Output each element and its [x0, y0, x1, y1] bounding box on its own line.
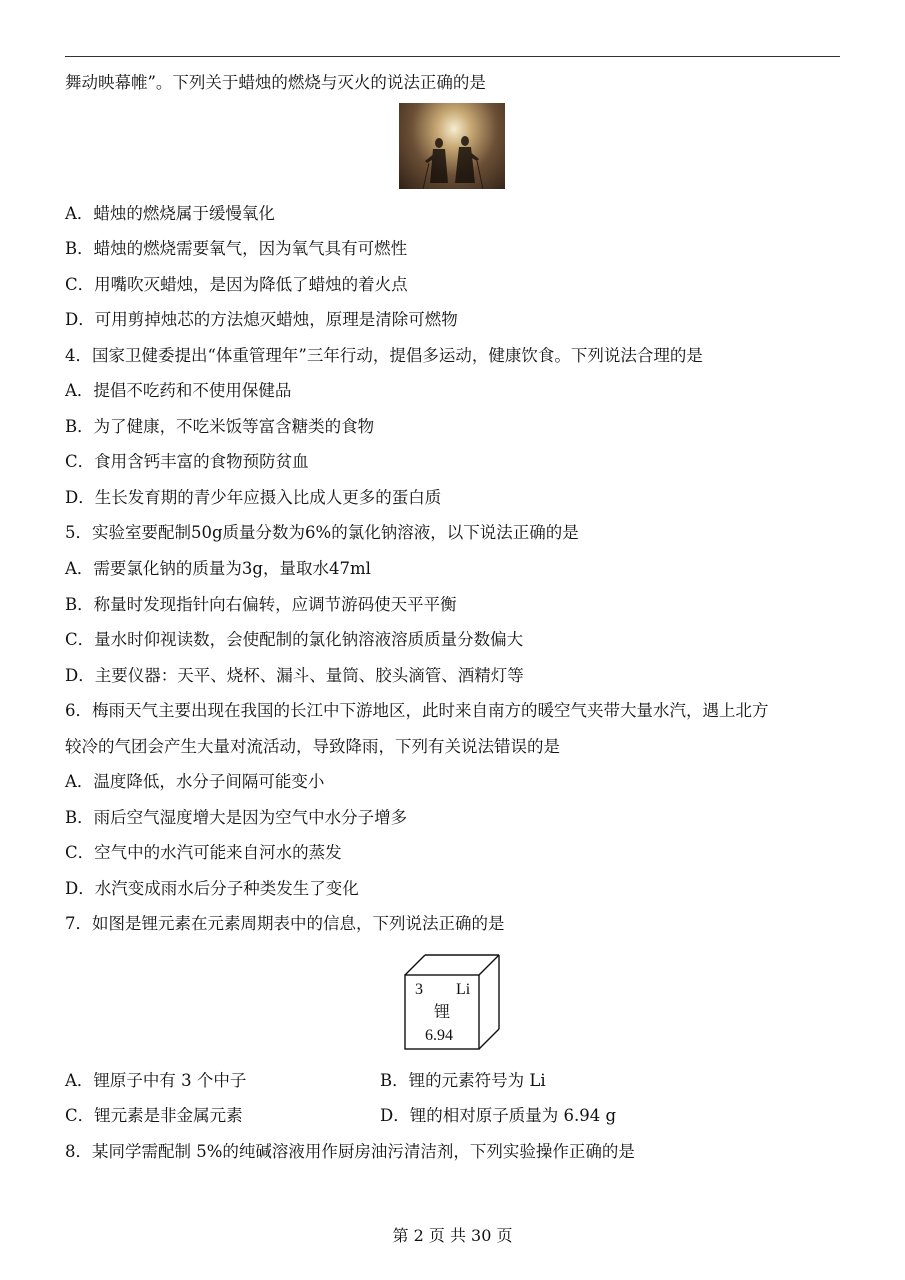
header-rule	[65, 56, 840, 57]
page-footer: 第 2 页 共 30 页	[392, 1226, 513, 1245]
q4-option-d: D．生长发育期的青少年应摄入比成人更多的蛋白质	[65, 488, 442, 507]
shadow-puppet-illustration	[399, 103, 505, 189]
question-3-stem-tail: 舞动映幕帷”。下列关于蜡烛的燃烧与灭火的说法正确的是	[65, 73, 486, 92]
q5-option-a: A．需要氯化钠的质量为3g，量取水47ml	[65, 559, 371, 578]
q5-stem: 5．实验室要配制50g质量分数为6%的氯化钠溶液，以下说法正确的是	[65, 523, 579, 542]
q3-option-a: A．蜡烛的燃烧属于缓慢氧化	[65, 204, 275, 223]
q6-option-c: C．空气中的水汽可能来自河水的蒸发	[65, 843, 342, 862]
q7-option-b: B．锂的元素符号为 Li	[380, 1071, 546, 1090]
element-name: 锂	[434, 1004, 451, 1021]
q3-option-d: D．可用剪掉烛芯的方法熄灭蜡烛，原理是清除可燃物	[65, 310, 458, 329]
q8-stem: 8．某同学需配制 5%的纯碱溶液用作厨房油污清洁剂，下列实验操作正确的是	[65, 1142, 635, 1161]
q7-option-c: C．锂元素是非金属元素	[65, 1106, 243, 1125]
q7-option-a: A．锂原子中有 3 个中子	[65, 1071, 247, 1090]
atomic-mass: 6.94	[425, 1027, 453, 1044]
q6-stem-line-1: 6．梅雨天气主要出现在我国的长江中下游地区，此时来自南方的暖空气夹带大量水汽，遇上北方	[65, 701, 769, 720]
q6-option-d: D．水汽变成雨水后分子种类发生了变化	[65, 879, 359, 898]
q4-option-c: C．食用含钙丰富的食物预防贫血	[65, 452, 309, 471]
q4-option-b: B．为了健康，不吃米饭等富含糖类的食物	[65, 417, 375, 436]
q4-option-a: A．提倡不吃药和不使用保健品	[65, 381, 292, 400]
element-cube-outline	[404, 954, 504, 1050]
element-symbol: Li	[456, 981, 471, 998]
q7-option-d: D．锂的相对原子质量为 6.94 g	[380, 1106, 617, 1125]
q3-option-c: C．用嘴吹灭蜡烛，是因为降低了蜡烛的着火点	[65, 275, 408, 294]
q6-stem-line-2: 较冷的气团会产生大量对流活动，导致降雨，下列有关说法错误的是	[65, 737, 560, 756]
q7-stem: 7．如图是锂元素在元素周期表中的信息，下列说法正确的是	[65, 914, 505, 933]
q6-option-a: A．温度降低，水分子间隔可能变小	[65, 772, 325, 791]
q5-option-b: B．称量时发现指针向右偏转，应调节游码使天平平衡	[65, 595, 457, 614]
atomic-number: 3	[415, 981, 423, 998]
q5-option-d: D．主要仪器：天平、烧杯、漏斗、量筒、胶头滴管、酒精灯等	[65, 666, 524, 685]
q5-option-c: C．量水时仰视读数，会使配制的氯化钠溶液溶质质量分数偏大	[65, 630, 524, 649]
q6-option-b: B．雨后空气湿度增大是因为空气中水分子增多	[65, 808, 408, 827]
q4-stem: 4．国家卫健委提出“体重管理年”三年行动，提倡多运动，健康饮食。下列说法合理的是	[65, 346, 703, 365]
lithium-element-cell	[404, 954, 504, 1050]
q3-option-b: B．蜡烛的燃烧需要氧气，因为氧气具有可燃性	[65, 239, 408, 258]
shadow-puppet-photo	[399, 103, 505, 189]
